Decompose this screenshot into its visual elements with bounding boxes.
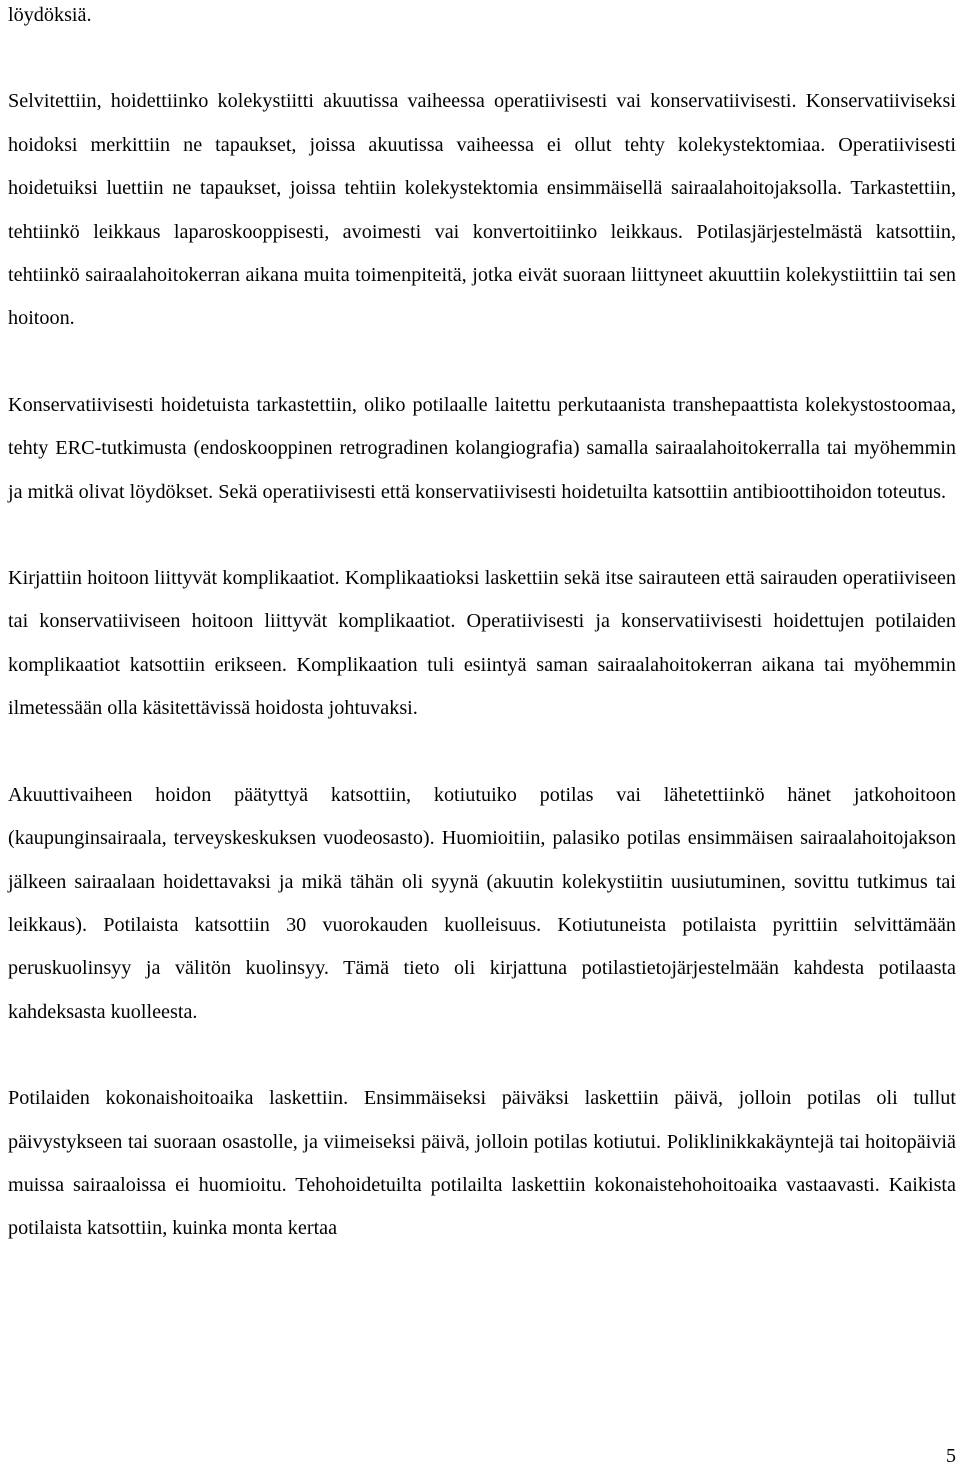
- document-page: [8, 0, 956, 1251]
- paragraph-hospital-stay: Potilaiden kokonaishoitoaika laskettiin. Ensimmäiseksi päiväksi laskettiin päivä, jolloin potilas oli tullut päivystykseen tai suoraan osastolle, ja viimeiseksi päivä, jolloin potilas kotiutui. Poliklinikkakäyntejä tai hoitopäiviä muissa sairaaloissa ei huomioitu. Tehohoidetuilta potilailta laskettiin kokonaistehohoitoaika vastaavasti. Kaikista potilaista katsottiin, kuinka monta kertaa: [8, 1087, 956, 1240]
- paragraph-fragment: löydöksiä.: [8, 4, 92, 26]
- paragraph-conservative-treatment: Konservatiivisesti hoidetuista tarkastettiin, oliko potilaalle laitettu perkutaanista transhepaattista kolekystostoomaa, tehty ERC-tutkimusta (endoskooppinen retrogradinen kolangiografia) samalla sairaalahoitokerralla tai myöhemmin ja mitkä olivat löydökset. Sekä operatiivisesti että konservatiivisesti hoidetuilta katsottiin antibioottihoidon toteutus.: [8, 393, 956, 503]
- paragraph-complications: Kirjattiin hoitoon liittyvät komplikaatiot. Komplikaatioksi laskettiin sekä itse sairauteen että sairauden operatiiviseen tai konservatiiviseen hoitoon liittyvät komplikaatiot. Operatiivisesti ja konservatiivisesti hoidettujen potilaiden komplikaatiot katsottiin erikseen. Komplikaation tuli esiintyä saman sairaalahoitokerran aikana tai myöhemmin ilmetessään olla käsitettävissä hoidosta johtuvaksi.: [8, 567, 956, 720]
- paragraph-follow-up: Akuuttivaiheen hoidon päätyttyä katsottiin, kotiutuiko potilas vai lähetettiinkö hänet jatkohoitoon (kaupunginsairaala, terveyskeskuksen vuodeosasto). Huomioitiin, palasiko potilas ensimmäisen sairaalahoitojakson jälkeen sairaalaan hoidettavaksi ja mikä tähän oli syynä (akuutin kolekystiitin uusiutuminen, sovittu tutkimus tai leikkaus). Potilaista katsottiin 30 vuorokauden kuolleisuus. Kotiutuneista potilaista pyrittiin selvittämään peruskuolinsyy ja välitön kuolinsyy. Tämä tieto oli kirjattuna potilastietojärjestelmään kahdesta potilaasta kahdeksasta kuolleesta.: [8, 783, 956, 1023]
- paragraph-treatment-method: Selvitettiin, hoidettiinko kolekystiitti akuutissa vaiheessa operatiivisesti vai konservatiivisesti. Konservatiiviseksi hoidoksi merkittiin ne tapaukset, joissa akuutissa vaiheessa ei ollut tehty kolekystektomiaa. Operatiivisesti hoidetuiksi luettiin ne tapaukset, joissa tehtiin kolekystektomia ensimmäisellä sairaalahoitojaksolla. Tarkastettiin, tehtiinkö leikkaus laparoskooppisesti, avoimesti vai konvertoitiinko leikkaus. Potilasjärjestelmästä katsottiin, tehtiinkö sairaalahoitokerran aikana muita toimenpiteitä, jotka eivät suoraan liittyneet akuuttiin kolekystiittiin tai sen hoitoon.: [8, 90, 956, 330]
- page-number: 5: [946, 1445, 956, 1467]
